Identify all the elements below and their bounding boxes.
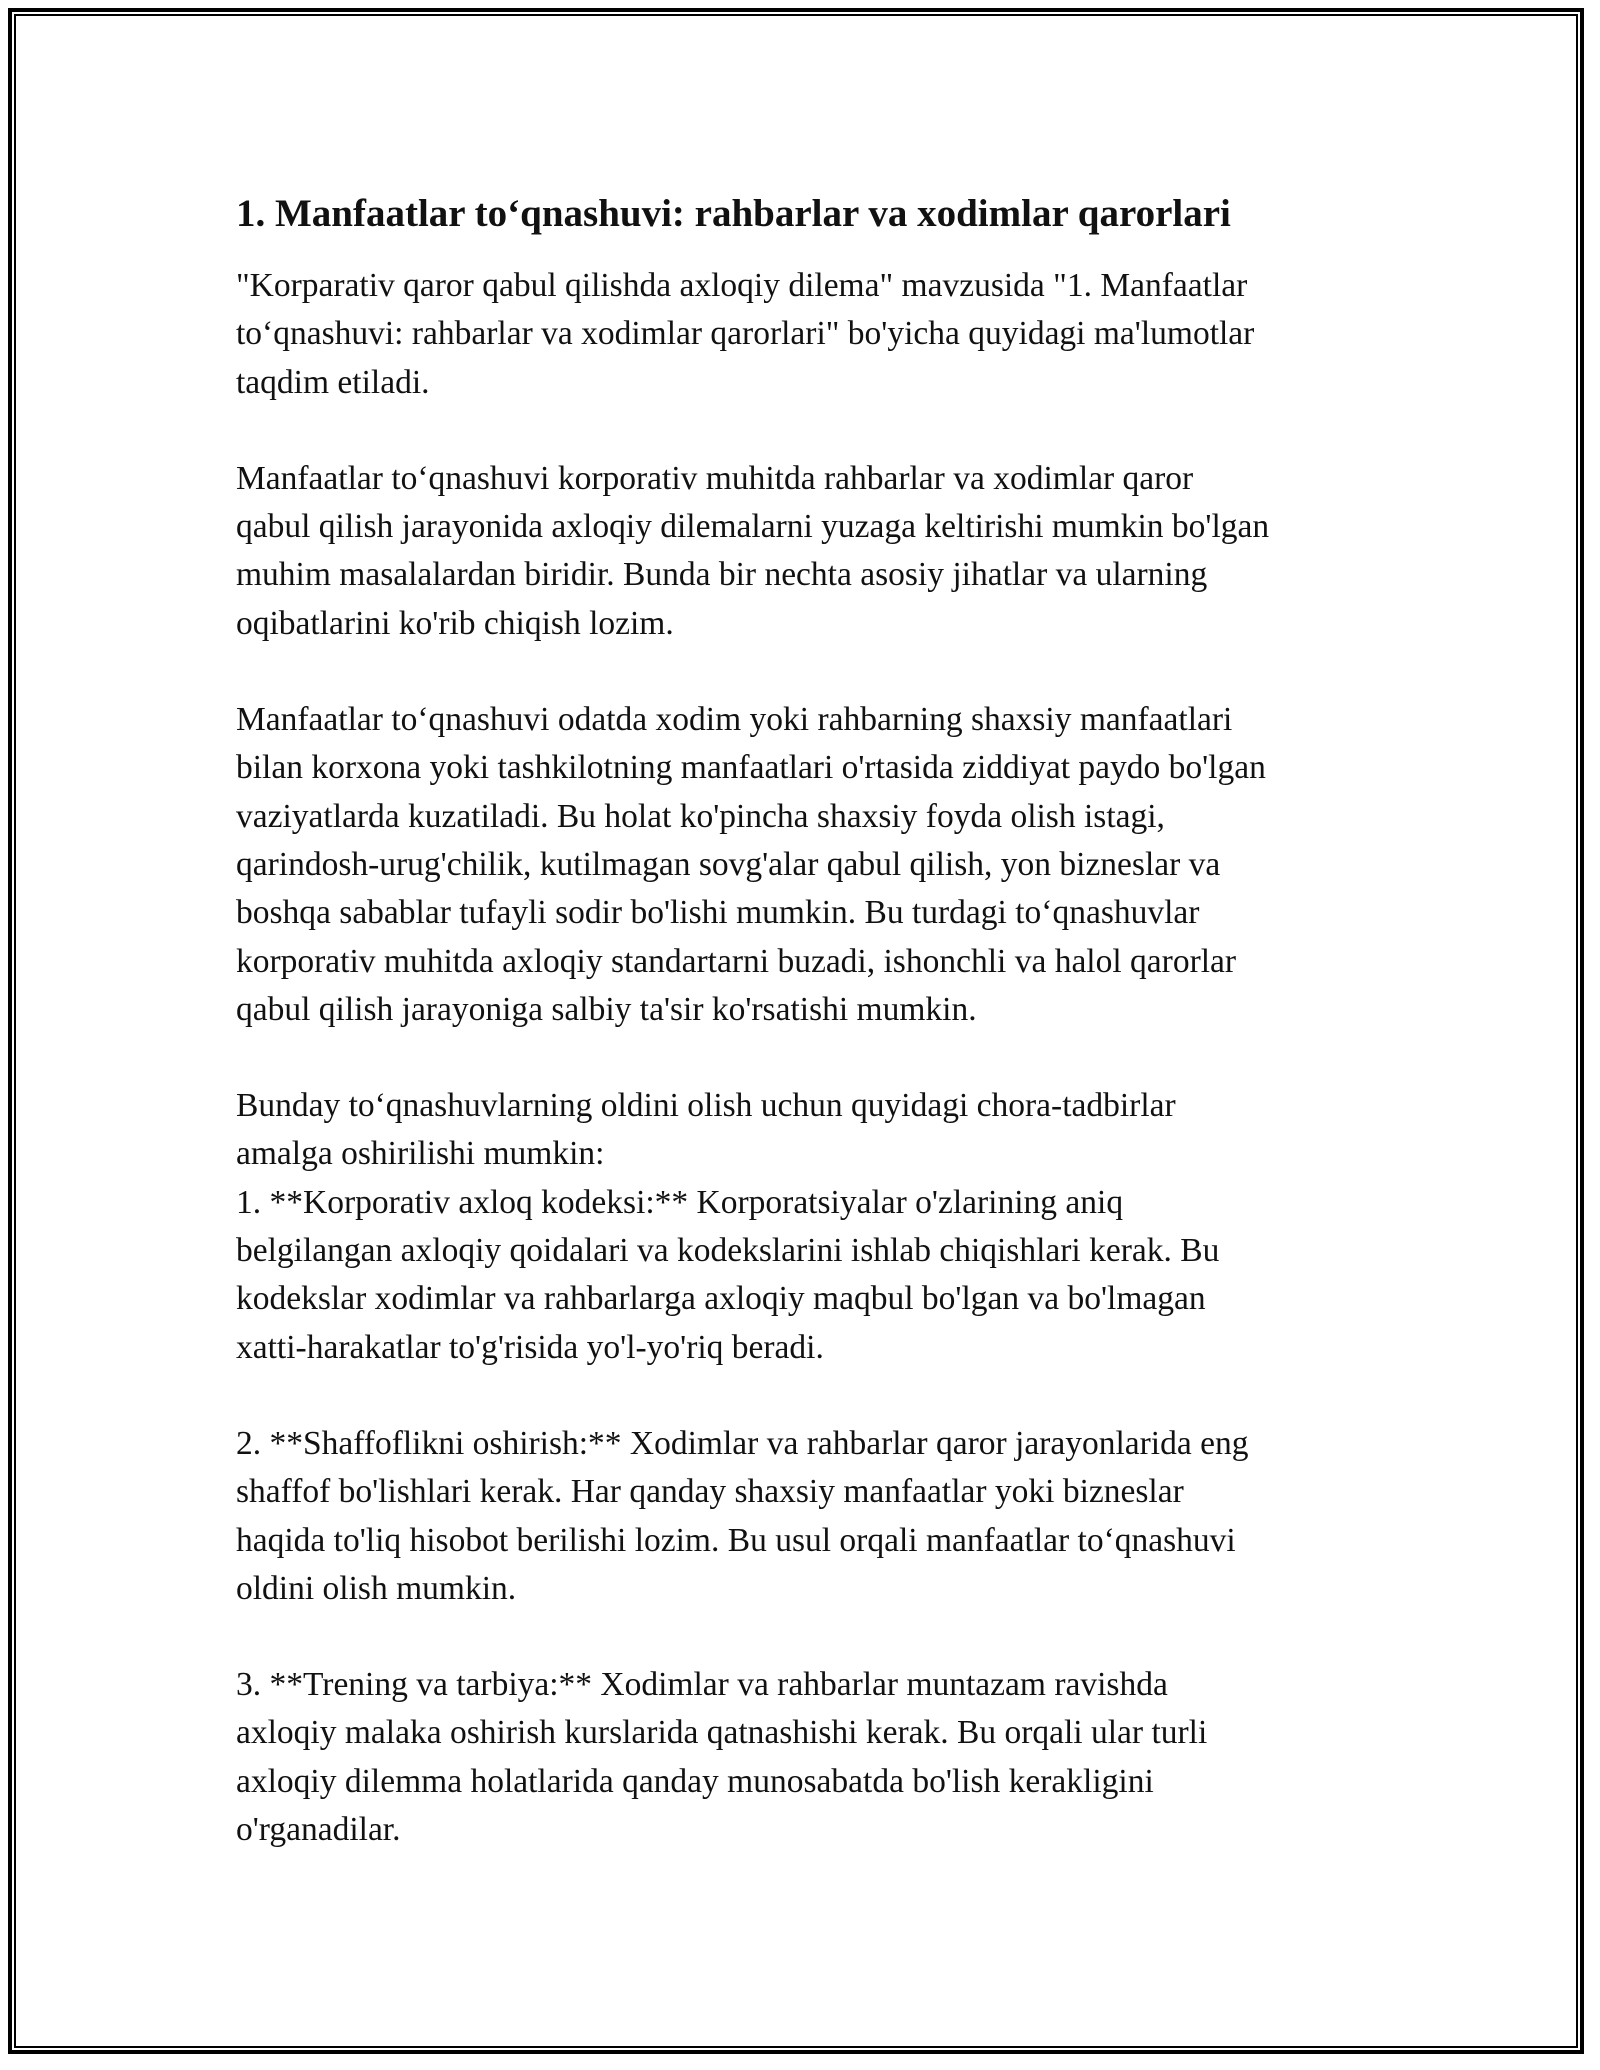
paragraph-measures-1	[236, 1082, 1386, 1372]
text-line: qabul qilish jarayoniga salbiy ta'sir ko'rsatishi mumkin.	[236, 990, 977, 1028]
text-line: bilan korxona yoki tashkilotning manfaatlari o'rtasida ziddiyat paydo bo'lgan	[236, 749, 1266, 787]
text-line: qabul qilish jarayonida axloqiy dilemalarni yuzaga keltirishi mumkin bo'lgan	[236, 508, 1270, 546]
text-line: axloqiy dilemma holatlarida qanday munosabatda bo'lish kerakligini	[236, 1762, 1154, 1800]
text-line: kodekslar xodimlar va rahbarlarga axloqiy maqbul bo'lgan va bo'lmagan	[236, 1280, 1206, 1318]
text-line: belgilangan axloqiy qoidalari va kodekslarini ishlab chiqishlari kerak. Bu	[236, 1232, 1220, 1270]
text-line: qarindosh-urug'chilik, kutilmagan sovg'alar qabul qilish, yon bizneslar va	[236, 845, 1221, 883]
text-line: Bunday to‘qnashuvlarning oldini olish uchun quyidagi chora-tadbirlar	[236, 1087, 1176, 1125]
paragraph-intro	[236, 262, 1386, 407]
text-line: 1. **Korporativ axloq kodeksi:** Korporatsiyalar o'zlarining aniq	[236, 1183, 1124, 1221]
text-line: taqdim etiladi.	[236, 363, 430, 401]
text-line: boshqa sabablar tufayli sodir bo'lishi mumkin. Bu turdagi to‘qnashuvlar	[236, 894, 1200, 932]
text-line: to‘qnashuvi: rahbarlar va xodimlar qarorlari" bo'yicha quyidagi ma'lumotlar	[236, 315, 1255, 353]
paragraph-overview	[236, 455, 1386, 648]
text-line: oqibatlarini ko'rib chiqish lozim.	[236, 604, 674, 642]
text-line: "Korparativ qaror qabul qilishda axloqiy dilema" mavzusida "1. Manfaatlar	[236, 267, 1248, 304]
text-line: vaziyatlarda kuzatiladi. Bu holat ko'pincha shaxsiy foyda olish istagi,	[236, 797, 1165, 835]
text-line: Manfaatlar to‘qnashuvi korporativ muhitda rahbarlar va xodimlar qaror	[236, 459, 1194, 497]
text-line: muhim masalalardan biridir. Bunda bir nechta asosiy jihatlar va ularning	[236, 556, 1208, 594]
paragraph-causes	[236, 696, 1386, 1034]
document-body	[236, 188, 1386, 1854]
text-line: amalga oshirilishi mumkin:	[236, 1135, 605, 1173]
text-line: shaffof bo'lishlari kerak. Har qanday shaxsiy manfaatlar yoki bizneslar	[236, 1473, 1184, 1511]
text-line: 3. **Trening va tarbiya:** Xodimlar va rahbarlar muntazam ravishda	[236, 1666, 1168, 1704]
text-line: Manfaatlar to‘qnashuvi odatda xodim yoki rahbarning shaxsiy manfaatlari	[236, 701, 1233, 739]
paragraph-measure-3	[236, 1661, 1386, 1854]
section-heading: 1. Manfaatlar to‘qnashuvi: rahbarlar va xodimlar qarorlari	[236, 192, 1231, 235]
text-line: korporativ muhitda axloqiy standartarni buzadi, ishonchli va halol qarorlar	[236, 942, 1237, 980]
text-line: axloqiy malaka oshirish kurslarida qatnashishi kerak. Bu orqali ular turli	[236, 1714, 1208, 1752]
text-line: haqida to'liq hisobot berilishi lozim. Bu usul orqali manfaatlar to‘qnashuvi	[236, 1521, 1236, 1559]
text-line: o'rganadilar.	[236, 1811, 401, 1849]
text-line: 2. **Shaffoflikni oshirish:** Xodimlar va rahbarlar qaror jarayonlarida eng	[236, 1424, 1249, 1462]
paragraph-measure-2	[236, 1420, 1386, 1613]
text-line: oldini olish mumkin.	[236, 1569, 517, 1607]
text-line: xatti-harakatlar to'g'risida yo'l-yo'riq beradi.	[236, 1328, 824, 1366]
